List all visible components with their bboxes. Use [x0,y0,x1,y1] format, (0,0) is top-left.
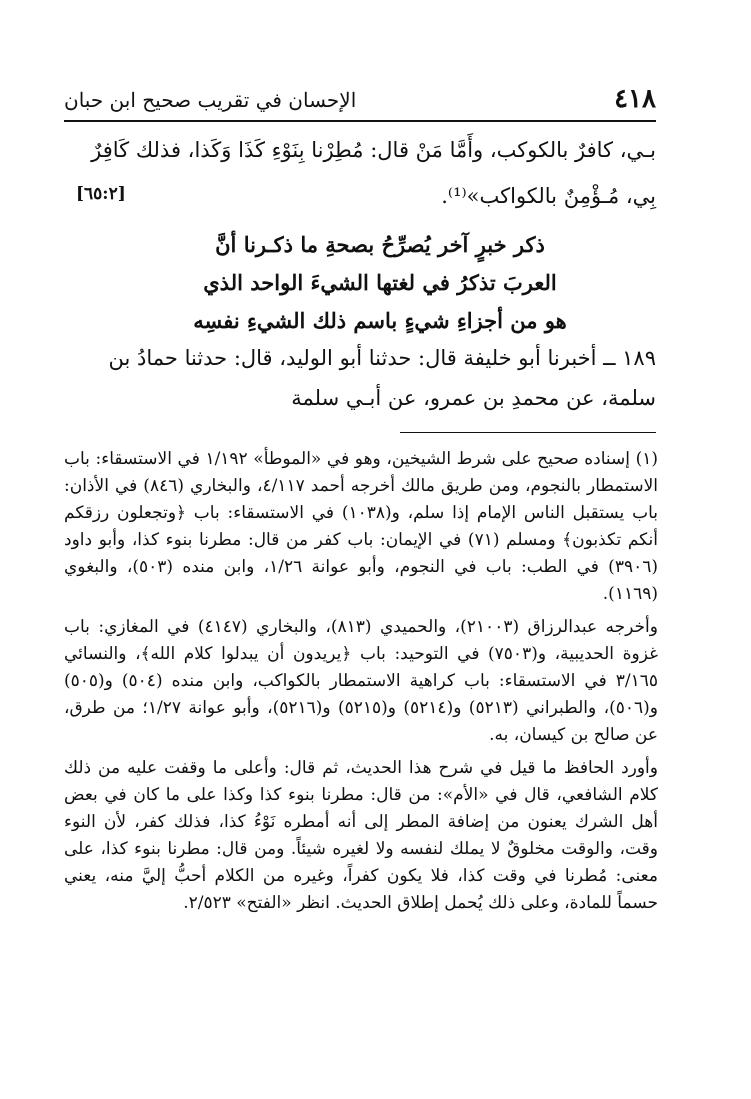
cross-reference: [٦٥:٢] [76,184,126,204]
body-line-1: ﺑـي، كافرٌ بالكوكب، وأَمَّا مَنْ قال: مُطِرْنا بِنَوْءِ كَذَا وَكَذا، فذلك كَافِرٌ [91,138,656,162]
header-rule [64,120,656,122]
chapter-heading-line: هو من أجزاءِ شيءٍ باسم ذلك الشيءِ نفسِه [193,308,567,333]
footnote [64,446,658,923]
footnote-paragraph: وأخرجه عبدالرزاق (٢١٠٠٣)، والحميدي (٨١٣)، والبخاري (٤١٤٧) في المغازي: باب غزوة الحديبية، و(٧٥٠٣) في التوحيد: باب ﴿يريدون أن يبدلوا كلام الله﴾، والنسائي ٣/١٦٥ في الاستسقاء: باب كراهية الاستمطار بالكواكب، وابن منده (٥٠٤) و(٥٠٥) و(٥٠٦)، والطبراني (٥٢١٣) و(٥٢١٤) و(٥٢١٥) و(٥٢١٦)، وأبو عوانة ١/٢٧؛ من طرق، عن صالح بن كيسان، به. [64,617,658,745]
body-line-2: بِي، مُـؤْمِنٌ بالكواكب»⁽¹⁾. [441,184,656,208]
page-number: ٤١٨ [614,84,656,114]
chapter-heading-line: ذكر خبرٍ آخر يُصرِّحُ بصحةِ ما ذكـرنا أنَّ [215,232,545,257]
footnote-paragraph [64,446,658,608]
footnote-text: إسناده صحيح على شرط الشيخين، وهو في «الموطأ» ١/١٩٢ في الاستسقاء: باب الاستمطار بالنجوم، ومن طريق مالك أخرجه أحمد ٤/١١٧، والبخاري (٨٤٦) في الأذان: باب يستقبل الناس الإمام إذا سلم، و(١٠٣٨) في الاستسقاء: باب ﴿وتجعلون رزقكم أنكم تكذبون﴾ ومسلم (٧١) في الإيمان: باب كفر من قال: مطرنا بنوء كذا، وأبو داود (٣٩٠٦) في الطب: باب في النجوم، وأبو عوانة ١/٢٦، وابن منده (٥٠٣)، والبغوي (١١٦٩). [64,449,659,604]
hadith-line-2: سلمة، عن محمدِ بن عمرو، عن أبـي سلمة [291,386,656,410]
page-header [64,84,656,118]
chapter-heading [170,226,590,340]
chapter-heading-line: العربَ تذكرُ في لغتها الشيءَ الواحد الذي [203,270,557,295]
footnote-rule [400,432,656,433]
footnote-marker: (١) [635,449,658,469]
hadith-line-1: ١٨٩ ــ أخبرنا أبو خليفة قال: حدثنا أبو الوليد، قال: حدثنا حمادُ بن [108,346,656,370]
footnote-paragraph: وأورد الحافظ ما قيل في شرح هذا الحديث، ثم قال: وأعلى ما وقفت عليه من ذلك كلام الشافعي، قال في «الأم»: من قال: مطرنا بنوء كذا وكذا على ما كان في بعض أهل الشرك يعنون من إضافة المطر إلى أنه أمطره نَوْءُ كذا، فذلك كفر، لأن النوء وقت، والوقت مخلوقٌ لا يملك لنفسه ولا لغيره شيئاً. ومن قال: مطرنا بنوء كذا، على معنى: مُطرنا في وقت كذا، فلا يكون كفراً، وغيره من الكلام أحبُّ إليَّ منه، يعني حسماً للمادة، وعلى ذلك يُحمل إطلاق الحديث. انظر «الفتح» ٢/٥٢٣. [64,758,658,913]
running-title: الإحسان في تقريب صحيح ابن حبان [64,88,357,112]
